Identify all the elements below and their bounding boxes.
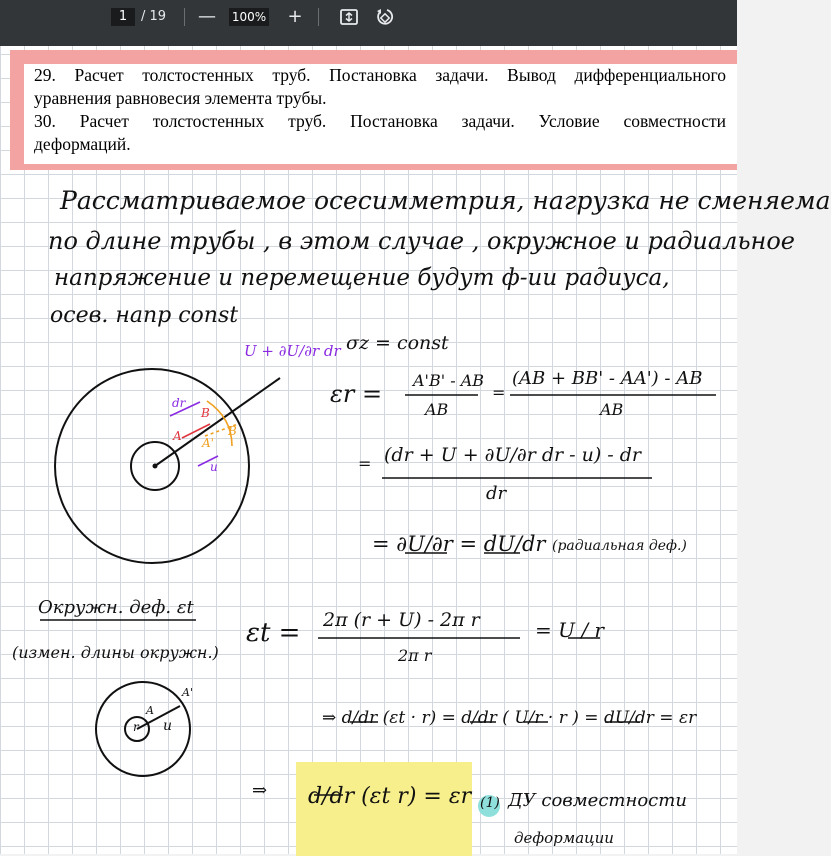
question-29-line2: уравнения равновесия элемента трубы. (34, 88, 327, 108)
label-A-prime: A' (202, 436, 214, 450)
rotate-icon (374, 6, 396, 28)
question-29-line1: 29. Расчет толстостенных труб. Постановка задачи. Вывод дифференциального (34, 65, 726, 85)
frac1-numerator: A'B' - AB (413, 371, 484, 390)
frac5-denominator: 2π r (398, 646, 432, 665)
pdf-toolbar (0, 0, 737, 46)
label-B: B (201, 406, 210, 420)
page-number-input[interactable]: 1 (111, 8, 135, 26)
small-label-r: r (133, 720, 139, 734)
intro-line-3: напряжение и перемещение будут ф-ии радиуса, (54, 265, 670, 291)
question-30-line2: деформаций. (34, 134, 131, 154)
label-u-plus-du: U + ∂U/∂r dr (244, 342, 341, 360)
equation-number: (1) (480, 795, 500, 811)
intro-line-4: осев. напр const (50, 303, 239, 328)
label-u: u (210, 460, 218, 474)
eps-t-label: εt = (246, 618, 301, 648)
frac3-numerator: (dr + U + ∂U/∂r dr - u) - dr (384, 444, 641, 466)
center-point (153, 464, 158, 469)
compatibility-note-line1: ДУ совместности (508, 790, 687, 811)
fit-page-button[interactable] (338, 6, 360, 28)
frac1-denominator: AB (425, 400, 449, 419)
zoom-out-button[interactable]: — (198, 6, 216, 27)
circumferential-title: Окружн. деф. εt (38, 597, 194, 618)
frac2-numerator: (AB + BB' - AA') - AB (512, 368, 703, 389)
eps-t-result: = U / r (535, 618, 604, 642)
compatibility-equation: d/dr (εt r) = εr (308, 784, 472, 809)
frac2-denominator: AB (600, 400, 624, 419)
fit-page-icon (338, 6, 360, 28)
frac4-derivative: = ∂U/∂r = dU/dr (372, 532, 546, 556)
radial-deformation-note: (радиальная деф.) (552, 538, 687, 554)
label-A: A (173, 429, 182, 443)
compatibility-note-line2: деформации (514, 829, 614, 847)
label-B-prime: B (228, 424, 237, 438)
rotate-button[interactable] (374, 6, 396, 28)
sigma-z-const: σz = const (346, 332, 449, 354)
compatibility-derivation: ⇒ d/dr (εt · r) = d/dr ( U/r · r ) = dU/dr = εr (322, 708, 697, 728)
question-30-line1: 30. Расчет толстостенных труб. Постановка задачи. Условие совместности (34, 111, 726, 131)
frac3-denominator: dr (486, 483, 507, 504)
frac5-numerator: 2π (r + U) - 2π r (323, 609, 480, 631)
label-dr: dr (172, 396, 186, 410)
toolbar-divider (318, 8, 319, 26)
zoom-in-button[interactable]: + (287, 6, 303, 27)
final-arrow: ⇒ (252, 780, 268, 801)
document-page: 29. Расчет толстостенных труб. Постановка задачи. Вывод дифференциального уравнения равновесия элемента трубы. 30. Расчет толстостенных труб. Постановка задачи. Условие совместности деформаций. Рассматриваемое осесимметрия, нагрузка не сменяема по длине трубы , в этом случае , окружное и радиальное напряжение и перемещение будут ф-ии радиуса, осев. напр const U + ∂U/∂r dr dr B A A' B u σz = const εr = A'B' - AB AB = (AB + BB' - AA') - AB AB = (dr + U + ∂U/∂r dr - u) - dr dr = ∂U/∂r = dU/dr (радиальная деф.) Окружн. деф. εt (измен. длины окружн.) εt = 2π (r + U) - 2π r 2π r = U / r A A' r u ⇒ d/dr (εt · r) = d/dr ( U/r · r ) = dU/dr = εr ⇒ d/dr (εt r) = εr (1) ДУ совместности деформации (0, 46, 737, 854)
circumferential-subtitle: (измен. длины окружн.) (12, 643, 219, 662)
small-label-A-prime: A' (182, 686, 193, 699)
intro-line-1: Рассматриваемое осесимметрия, нагрузка не сменяема (60, 186, 831, 215)
toolbar-divider (184, 8, 185, 26)
eps-r-label: εr = (330, 380, 383, 408)
small-label-A: A (146, 704, 154, 717)
page-total: / 19 (141, 9, 167, 24)
small-circle-diagram (96, 682, 190, 776)
zoom-level-input[interactable]: 100% (229, 8, 269, 26)
pipe-cross-section (55, 369, 280, 563)
intro-line-2: по длине трубы , в этом случае , окружное и радиальное (48, 227, 795, 255)
small-label-u: u (163, 718, 173, 734)
